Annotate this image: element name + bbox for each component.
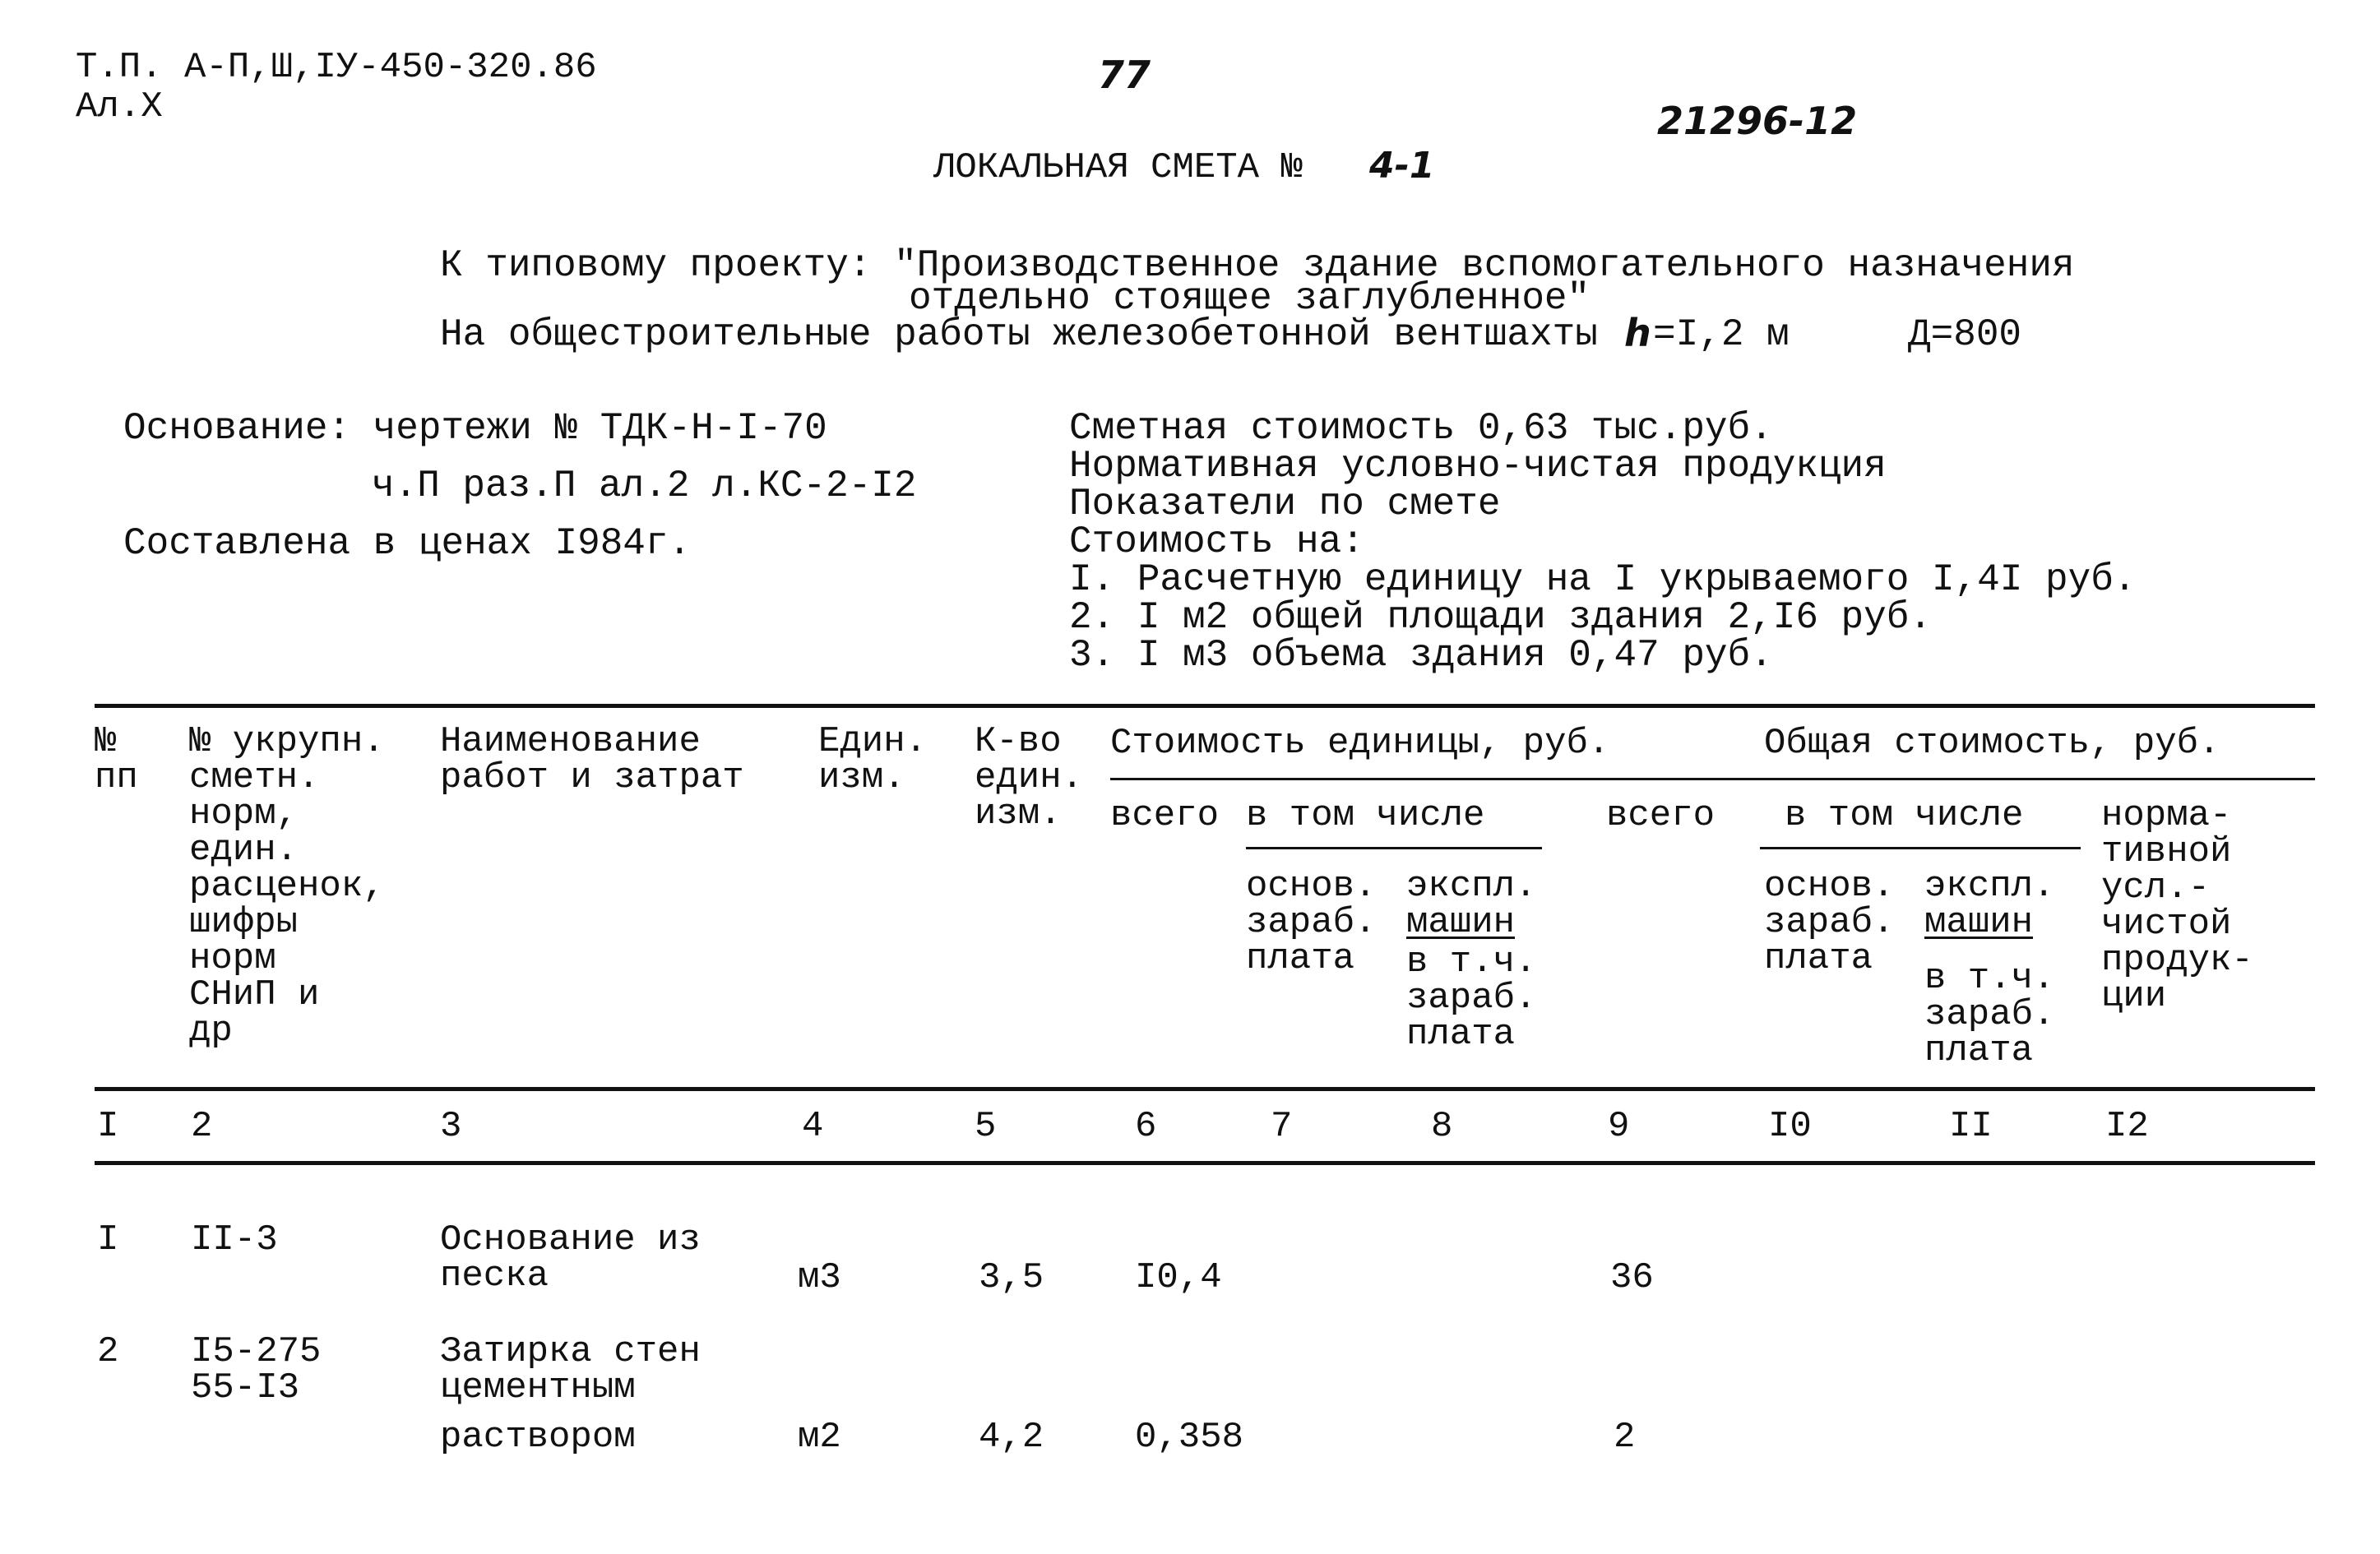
project-line-3: На общестроительные работы железобетонной вентшахты bbox=[440, 313, 1598, 356]
header-unit-total: всего bbox=[1110, 795, 1220, 836]
row-1-number: I bbox=[97, 1219, 119, 1260]
summary-indicators: Показатели по смете bbox=[1069, 483, 1501, 525]
height-symbol: h bbox=[1624, 311, 1651, 355]
header-norm-code: № укрупн. сметн. норм, един. расценок, шифры норм СНиП и др bbox=[189, 721, 385, 1052]
row-2-unit: м2 bbox=[798, 1417, 841, 1458]
row-1-code: II-3 bbox=[191, 1219, 278, 1260]
archive-number: 21296-12 bbox=[1657, 99, 1858, 143]
column-number: II bbox=[1949, 1106, 1993, 1147]
header-total-including: в том числе bbox=[1785, 795, 2024, 836]
summary-item-3: 3. I м3 объема здания 0,47 руб. bbox=[1069, 634, 1773, 677]
row-1-unit-cost: I0,4 bbox=[1135, 1257, 1222, 1298]
row-2-work-name: Затирка стен цементным bbox=[440, 1331, 701, 1408]
header-total-all: всего bbox=[1606, 795, 1716, 836]
column-number: 7 bbox=[1271, 1106, 1293, 1147]
row-1-work-name: Основание из песка bbox=[440, 1219, 701, 1297]
header-total-machines: машин bbox=[1924, 902, 2034, 943]
header-quantity: К-во един. изм. bbox=[975, 721, 1084, 835]
summary-cost: Сметная стоимость 0,63 тыс.руб. bbox=[1069, 407, 1773, 450]
basis-sheet: ч.П раз.П ал.2 л.КС-2-I2 bbox=[372, 465, 917, 507]
row-1-unit: м3 bbox=[798, 1257, 841, 1298]
estimate-number: 4-1 bbox=[1369, 145, 1435, 187]
row-2-work-name-cont: раствором bbox=[440, 1417, 636, 1458]
document-code: Т.П. А-П,Ш,IУ-450-320.86 bbox=[76, 47, 597, 88]
row-2-number: 2 bbox=[97, 1331, 119, 1372]
header-unit-machine-ops: экспл. bbox=[1406, 866, 1537, 907]
header-bottom-rule bbox=[95, 1087, 2315, 1091]
unit-cost-subrule bbox=[1246, 847, 1542, 849]
column-number: 3 bbox=[440, 1106, 462, 1147]
column-number: 2 bbox=[191, 1106, 213, 1147]
header-row-number: № пп bbox=[95, 721, 138, 798]
basis-drawings: Основание: чертежи № ТДК-Н-I-70 bbox=[123, 407, 827, 450]
height-value: =I,2 м bbox=[1653, 313, 1790, 356]
project-line-1: К типовому проекту: "Производственное здание вспомогательного назначения bbox=[440, 244, 2075, 287]
header-normative-product: норма- тивной усл.- чистой продук- ции bbox=[2101, 795, 2253, 1017]
header-unit-including: в том числе bbox=[1246, 795, 1485, 836]
summary-cost-on: Стоимость на: bbox=[1069, 520, 1364, 563]
header-unit-machines: машин bbox=[1406, 902, 1516, 943]
column-number: I2 bbox=[2105, 1106, 2149, 1147]
project-line-2: отдельно стоящее заглубленное" bbox=[909, 277, 1591, 320]
summary-item-2: 2. I м2 общей площади здания 2,I6 руб. bbox=[1069, 596, 1932, 639]
summary-normative: Нормативная условно-чистая продукция bbox=[1069, 445, 1887, 488]
column-number: 9 bbox=[1608, 1106, 1630, 1147]
column-number: 5 bbox=[975, 1106, 997, 1147]
total-cost-subrule bbox=[1760, 847, 2081, 849]
album-label: Ал.Х bbox=[76, 86, 163, 127]
table-top-rule bbox=[95, 704, 2315, 708]
basis-prices: Составлена в ценах I984г. bbox=[123, 522, 692, 565]
header-work-name: Наименование работ и затрат bbox=[440, 721, 744, 798]
row-2-code: I5-275 55-I3 bbox=[191, 1331, 322, 1408]
row-2-unit-cost: 0,358 bbox=[1135, 1417, 1244, 1458]
column-number: 4 bbox=[802, 1106, 824, 1147]
header-total-base-wage: основ. зараб. плата bbox=[1764, 866, 1895, 979]
header-unit: Един. изм. bbox=[818, 721, 928, 798]
column-number: 6 bbox=[1135, 1106, 1157, 1147]
header-unit-machine-wage: в т.ч. зараб. плата bbox=[1406, 941, 1537, 1055]
row-1-quantity: 3,5 bbox=[979, 1257, 1044, 1298]
cost-subheader-rule bbox=[1110, 778, 2315, 780]
header-total-machine-ops: экспл. bbox=[1924, 866, 2055, 907]
row-1-total-cost: 36 bbox=[1610, 1257, 1654, 1298]
header-unit-base-wage: основ. зараб. плата bbox=[1246, 866, 1377, 979]
column-number: I0 bbox=[1768, 1106, 1812, 1147]
row-2-quantity: 4,2 bbox=[979, 1417, 1044, 1458]
diameter-value: Д=800 bbox=[1908, 313, 2022, 356]
page-number: 77 bbox=[1098, 53, 1151, 97]
column-number: I bbox=[97, 1106, 119, 1147]
row-2-total-cost: 2 bbox=[1614, 1417, 1636, 1458]
header-unit-cost: Стоимость единицы, руб. bbox=[1110, 723, 1610, 764]
column-numbers-rule bbox=[95, 1161, 2315, 1165]
page-title: ЛОКАЛЬНАЯ СМЕТА № bbox=[933, 147, 1303, 188]
header-total-cost: Общая стоимость, руб. bbox=[1764, 723, 2220, 764]
header-total-machine-wage: в т.ч. зараб. плата bbox=[1924, 958, 2055, 1071]
column-number: 8 bbox=[1431, 1106, 1453, 1147]
summary-item-1: I. Расчетную единицу на I укрываемого I,4I руб. bbox=[1069, 558, 2137, 601]
